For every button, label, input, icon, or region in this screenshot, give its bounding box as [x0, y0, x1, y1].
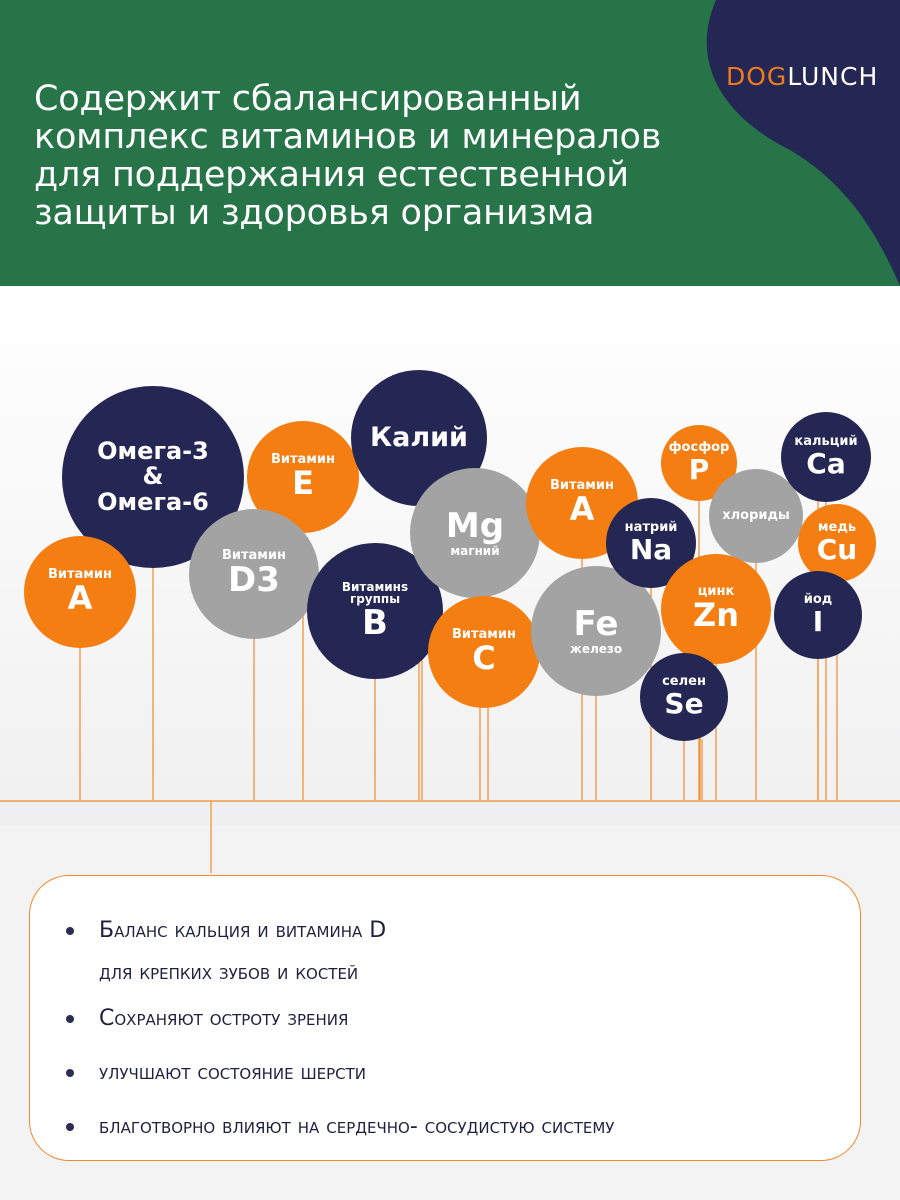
bullet-icon: [66, 1123, 74, 1131]
nutrient-label: I: [812, 605, 824, 639]
benefit-text: улучшают состояние шерсти: [99, 1060, 367, 1085]
headline-line: защиты и здоровья организма: [34, 193, 595, 233]
nutrient-bubble-copper: [798, 504, 876, 582]
nutrient-label: P: [688, 453, 710, 487]
nutrient-label: Cu: [816, 533, 858, 567]
nutrient-caption: йод: [803, 592, 833, 608]
bullet-icon: [66, 1015, 74, 1023]
headline-line: комплекс витаминов и минералов: [34, 117, 662, 157]
nutrient-caption: Витамин: [47, 567, 113, 583]
nutrient-bubble-zinc: [661, 554, 771, 664]
benefit-item: [66, 1106, 846, 1148]
benefit-item: [66, 910, 846, 994]
nutrient-label: B: [362, 602, 388, 643]
bullet-icon: [66, 1069, 74, 1077]
nutrient-bubble-calcium: [781, 412, 871, 502]
benefits-list: [66, 910, 846, 1160]
nutrient-caption: Витамин: [451, 627, 517, 643]
nutrient-bubble-selenium: [640, 653, 728, 741]
nutrient-bubble-vitamin-c: [428, 596, 540, 708]
benefit-item: [66, 1052, 846, 1094]
nutrient-caption: железо: [569, 641, 623, 656]
bullet-icon: [66, 927, 74, 935]
nutrient-label: C: [472, 639, 496, 678]
benefit-text: для крепких зубов и костей: [99, 960, 359, 985]
benefit-text: Баланс кальция и витамина D: [99, 918, 387, 943]
nutrient-caption: кальций: [794, 434, 858, 450]
nutrient-label: Ca: [806, 447, 846, 481]
nutrient-caption: магний: [450, 543, 500, 558]
nutrient-caption: хлориды: [722, 508, 790, 524]
nutrient-label: Se: [664, 687, 704, 721]
logo-lunch: LUNCH: [787, 62, 879, 91]
nutrient-label: Na: [629, 533, 673, 567]
nutrient-caption: натрий: [624, 520, 678, 536]
nutrient-caption: медь: [817, 520, 857, 536]
benefit-text: Сохраняют остроту зрения: [99, 1006, 349, 1031]
benefit-text: благотворно влияют на сердечно- сосудистую систему: [99, 1114, 615, 1139]
nutrient-label: Zn: [693, 596, 739, 635]
nutrient-label: A: [67, 579, 93, 618]
headline-line: для поддержания естественной: [34, 155, 629, 195]
logo-dog: DOG: [726, 62, 788, 91]
nutrient-bubble-iodine: [774, 571, 862, 659]
benefit-item: [66, 998, 846, 1040]
nutrient-caption: селен: [662, 674, 706, 690]
nutrient-bubble-vitamin-d3: [189, 509, 319, 639]
nutrient-bubble-vitamin-a-left: [24, 536, 136, 648]
headline-line: Содержит сбалансированный: [34, 79, 582, 119]
nutrient-caption: Витамин: [221, 548, 287, 564]
nutrient-bubble-magnesium: [410, 468, 540, 598]
nutrient-label: Омега-3 & Омега-6: [97, 437, 209, 516]
nutrient-label: E: [292, 464, 314, 503]
nutrient-label: Fe: [573, 603, 619, 644]
nutrient-caption: Витамин: [270, 452, 336, 468]
nutrient-label: Калий: [370, 421, 468, 453]
nutrient-label: Mg: [445, 505, 505, 546]
nutrient-caption: фосфор: [668, 440, 730, 456]
nutrient-caption: цинк: [697, 584, 735, 600]
nutrient-caption: Витаминs группы: [341, 579, 409, 607]
nutrient-label: D3: [228, 559, 280, 600]
nutrient-caption: Витамин: [549, 478, 615, 494]
nutrient-label: A: [569, 490, 595, 529]
